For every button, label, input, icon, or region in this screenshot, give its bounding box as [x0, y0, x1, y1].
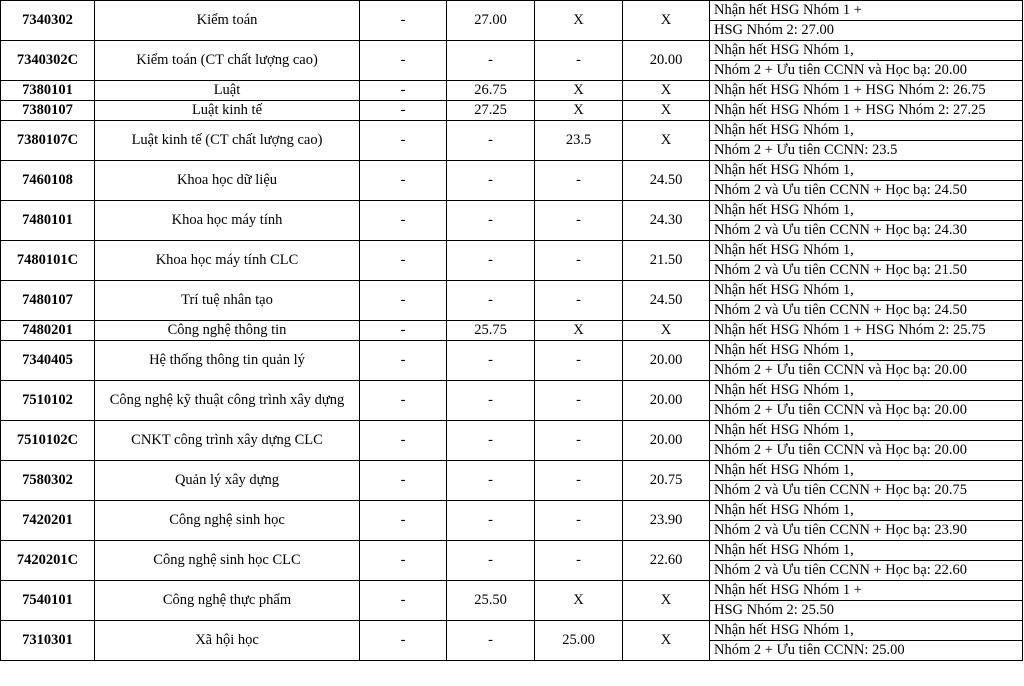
- admission-note-cell: Nhóm 2 và Ưu tiên CCNN + Học bạ: 22.60: [710, 561, 1023, 581]
- admission-note-cell: Nhóm 2 + Ưu tiên CCNN: 25.00: [710, 641, 1023, 661]
- program-name-cell: Trí tuệ nhân tạo: [95, 281, 360, 321]
- score-method-2-cell: 27.00: [447, 1, 535, 41]
- program-name-cell: Khoa học dữ liệu: [95, 161, 360, 201]
- program-name-cell: Hệ thống thông tin quản lý: [95, 341, 360, 381]
- program-name-cell: Công nghệ thông tin: [95, 321, 360, 341]
- score-method-1-cell: -: [360, 621, 447, 661]
- score-method-2-cell: -: [447, 281, 535, 321]
- score-method-2-cell: 25.75: [447, 321, 535, 341]
- program-name-cell: Kiểm toán: [95, 1, 360, 41]
- admission-note-cell: Nhận hết HSG Nhóm 1,: [710, 201, 1023, 221]
- score-method-2-cell: 26.75: [447, 81, 535, 101]
- program-code-cell: 7480201: [1, 321, 95, 341]
- admission-note-cell: Nhận hết HSG Nhóm 1 + HSG Nhóm 2: 26.75: [710, 81, 1023, 101]
- score-method-2-cell: -: [447, 201, 535, 241]
- admission-note-cell: Nhóm 2 + Ưu tiên CCNN và Học bạ: 20.00: [710, 441, 1023, 461]
- score-method-3-cell: -: [535, 161, 623, 201]
- score-method-4-cell: 24.50: [623, 281, 710, 321]
- admission-note-cell: Nhóm 2 và Ưu tiên CCNN + Học bạ: 24.50: [710, 181, 1023, 201]
- table-row: [1, 201, 1023, 221]
- program-code-cell: 7540101: [1, 581, 95, 621]
- score-method-4-cell: X: [623, 1, 710, 41]
- score-method-2-cell: -: [447, 501, 535, 541]
- score-method-2-cell: -: [447, 421, 535, 461]
- score-method-4-cell: 20.00: [623, 41, 710, 81]
- score-method-1-cell: -: [360, 101, 447, 121]
- score-method-1-cell: -: [360, 241, 447, 281]
- score-method-1-cell: -: [360, 461, 447, 501]
- table-row: [1, 341, 1023, 361]
- table-row: [1, 621, 1023, 641]
- admission-note-cell: Nhóm 2 và Ưu tiên CCNN + Học bạ: 23.90: [710, 521, 1023, 541]
- score-method-4-cell: 23.90: [623, 501, 710, 541]
- score-method-3-cell: 23.5: [535, 121, 623, 161]
- score-method-3-cell: -: [535, 461, 623, 501]
- admission-note-cell: Nhận hết HSG Nhóm 1,: [710, 501, 1023, 521]
- program-code-cell: 7340405: [1, 341, 95, 381]
- program-name-cell: Khoa học máy tính: [95, 201, 360, 241]
- program-name-cell: Luật kinh tế (CT chất lượng cao): [95, 121, 360, 161]
- program-name-cell: Công nghệ thực phẩm: [95, 581, 360, 621]
- score-method-2-cell: -: [447, 241, 535, 281]
- admission-note-cell: Nhóm 2 và Ưu tiên CCNN + Học bạ: 21.50: [710, 261, 1023, 281]
- table-row: [1, 241, 1023, 261]
- score-method-2-cell: -: [447, 461, 535, 501]
- program-code-cell: 7380107C: [1, 121, 95, 161]
- program-code-cell: 7480101: [1, 201, 95, 241]
- table-row: [1, 281, 1023, 301]
- score-method-4-cell: 21.50: [623, 241, 710, 281]
- score-method-1-cell: -: [360, 1, 447, 41]
- admission-note-cell: Nhận hết HSG Nhóm 1 +: [710, 581, 1023, 601]
- score-method-4-cell: 20.00: [623, 341, 710, 381]
- program-name-cell: Luật kinh tế: [95, 101, 360, 121]
- program-code-cell: 7510102C: [1, 421, 95, 461]
- score-method-2-cell: 27.25: [447, 101, 535, 121]
- table-row: [1, 461, 1023, 481]
- program-name-cell: CNKT công trình xây dựng CLC: [95, 421, 360, 461]
- admission-note-cell: Nhóm 2 và Ưu tiên CCNN + Học bạ: 24.50: [710, 301, 1023, 321]
- program-code-cell: 7340302: [1, 1, 95, 41]
- admission-note-cell: Nhận hết HSG Nhóm 1,: [710, 381, 1023, 401]
- score-method-3-cell: -: [535, 281, 623, 321]
- program-name-cell: Kiểm toán (CT chất lượng cao): [95, 41, 360, 81]
- score-method-4-cell: 24.30: [623, 201, 710, 241]
- score-method-4-cell: X: [623, 121, 710, 161]
- score-method-1-cell: -: [360, 341, 447, 381]
- score-method-4-cell: X: [623, 621, 710, 661]
- score-method-1-cell: -: [360, 81, 447, 101]
- admission-note-cell: Nhận hết HSG Nhóm 1,: [710, 121, 1023, 141]
- score-method-2-cell: -: [447, 41, 535, 81]
- score-method-3-cell: X: [535, 81, 623, 101]
- program-name-cell: Công nghệ sinh học: [95, 501, 360, 541]
- program-code-cell: 7420201C: [1, 541, 95, 581]
- admission-note-cell: Nhận hết HSG Nhóm 1 + HSG Nhóm 2: 27.25: [710, 101, 1023, 121]
- admission-note-cell: Nhóm 2 và Ưu tiên CCNN + Học bạ: 20.75: [710, 481, 1023, 501]
- table-row: [1, 541, 1023, 561]
- program-code-cell: 7380107: [1, 101, 95, 121]
- admission-note-cell: Nhận hết HSG Nhóm 1,: [710, 461, 1023, 481]
- table-row: [1, 161, 1023, 181]
- admission-note-cell: Nhận hết HSG Nhóm 1 +: [710, 1, 1023, 21]
- score-method-4-cell: 20.00: [623, 421, 710, 461]
- score-method-3-cell: -: [535, 201, 623, 241]
- score-method-1-cell: -: [360, 421, 447, 461]
- program-name-cell: Quản lý xây dựng: [95, 461, 360, 501]
- table-body: [1, 1, 1023, 661]
- score-method-1-cell: -: [360, 541, 447, 581]
- admission-note-cell: Nhóm 2 + Ưu tiên CCNN: 23.5: [710, 141, 1023, 161]
- score-method-3-cell: -: [535, 541, 623, 581]
- program-name-cell: Xã hội học: [95, 621, 360, 661]
- table-row: [1, 101, 1023, 121]
- score-method-1-cell: -: [360, 121, 447, 161]
- table-row: [1, 1, 1023, 21]
- table-row: [1, 81, 1023, 101]
- admission-note-cell: HSG Nhóm 2: 27.00: [710, 21, 1023, 41]
- score-method-2-cell: -: [447, 621, 535, 661]
- score-method-2-cell: -: [447, 541, 535, 581]
- score-method-3-cell: -: [535, 41, 623, 81]
- program-name-cell: Công nghệ kỹ thuật công trình xây dựng: [95, 381, 360, 421]
- admission-note-cell: Nhận hết HSG Nhóm 1,: [710, 621, 1023, 641]
- program-name-cell: Công nghệ sinh học CLC: [95, 541, 360, 581]
- score-method-3-cell: -: [535, 421, 623, 461]
- score-method-3-cell: X: [535, 101, 623, 121]
- program-code-cell: 7340302C: [1, 41, 95, 81]
- admission-note-cell: Nhóm 2 + Ưu tiên CCNN và Học bạ: 20.00: [710, 361, 1023, 381]
- program-code-cell: 7420201: [1, 501, 95, 541]
- score-method-4-cell: X: [623, 321, 710, 341]
- score-method-3-cell: -: [535, 341, 623, 381]
- program-code-cell: 7510102: [1, 381, 95, 421]
- program-code-cell: 7380101: [1, 81, 95, 101]
- score-method-2-cell: -: [447, 341, 535, 381]
- table-row: [1, 581, 1023, 601]
- score-method-4-cell: X: [623, 581, 710, 621]
- score-method-1-cell: -: [360, 321, 447, 341]
- table-row: [1, 41, 1023, 61]
- admission-note-cell: Nhận hết HSG Nhóm 1,: [710, 241, 1023, 261]
- score-method-3-cell: X: [535, 321, 623, 341]
- score-method-3-cell: -: [535, 381, 623, 421]
- admission-note-cell: Nhận hết HSG Nhóm 1 + HSG Nhóm 2: 25.75: [710, 321, 1023, 341]
- program-code-cell: 7480101C: [1, 241, 95, 281]
- score-method-1-cell: -: [360, 501, 447, 541]
- admission-note-cell: HSG Nhóm 2: 25.50: [710, 601, 1023, 621]
- score-method-4-cell: 22.60: [623, 541, 710, 581]
- score-method-3-cell: 25.00: [535, 621, 623, 661]
- program-name-cell: Khoa học máy tính CLC: [95, 241, 360, 281]
- program-code-cell: 7460108: [1, 161, 95, 201]
- admission-note-cell: Nhận hết HSG Nhóm 1,: [710, 41, 1023, 61]
- admission-note-cell: Nhóm 2 + Ưu tiên CCNN và Học bạ: 20.00: [710, 61, 1023, 81]
- admission-note-cell: Nhận hết HSG Nhóm 1,: [710, 281, 1023, 301]
- score-method-2-cell: -: [447, 161, 535, 201]
- score-method-4-cell: X: [623, 81, 710, 101]
- score-method-4-cell: 20.75: [623, 461, 710, 501]
- admission-note-cell: Nhận hết HSG Nhóm 1,: [710, 341, 1023, 361]
- program-code-cell: 7310301: [1, 621, 95, 661]
- admission-note-cell: Nhận hết HSG Nhóm 1,: [710, 161, 1023, 181]
- table-row: [1, 121, 1023, 141]
- score-method-1-cell: -: [360, 201, 447, 241]
- table-row: [1, 421, 1023, 441]
- score-method-1-cell: -: [360, 161, 447, 201]
- score-method-3-cell: -: [535, 241, 623, 281]
- program-code-cell: 7480107: [1, 281, 95, 321]
- score-method-4-cell: 20.00: [623, 381, 710, 421]
- admission-note-cell: Nhóm 2 + Ưu tiên CCNN và Học bạ: 20.00: [710, 401, 1023, 421]
- score-method-1-cell: -: [360, 281, 447, 321]
- table-row: [1, 501, 1023, 521]
- score-method-1-cell: -: [360, 381, 447, 421]
- program-code-cell: 7580302: [1, 461, 95, 501]
- table-row: [1, 381, 1023, 401]
- score-method-2-cell: -: [447, 381, 535, 421]
- score-method-4-cell: X: [623, 101, 710, 121]
- score-method-1-cell: -: [360, 41, 447, 81]
- score-method-3-cell: X: [535, 1, 623, 41]
- admission-note-cell: Nhóm 2 và Ưu tiên CCNN + Học bạ: 24.30: [710, 221, 1023, 241]
- score-method-3-cell: X: [535, 581, 623, 621]
- score-method-3-cell: -: [535, 501, 623, 541]
- admission-note-cell: Nhận hết HSG Nhóm 1,: [710, 541, 1023, 561]
- table-row: [1, 321, 1023, 341]
- score-method-2-cell: -: [447, 121, 535, 161]
- program-name-cell: Luật: [95, 81, 360, 101]
- score-method-2-cell: 25.50: [447, 581, 535, 621]
- score-method-1-cell: -: [360, 581, 447, 621]
- admission-note-cell: Nhận hết HSG Nhóm 1,: [710, 421, 1023, 441]
- score-method-4-cell: 24.50: [623, 161, 710, 201]
